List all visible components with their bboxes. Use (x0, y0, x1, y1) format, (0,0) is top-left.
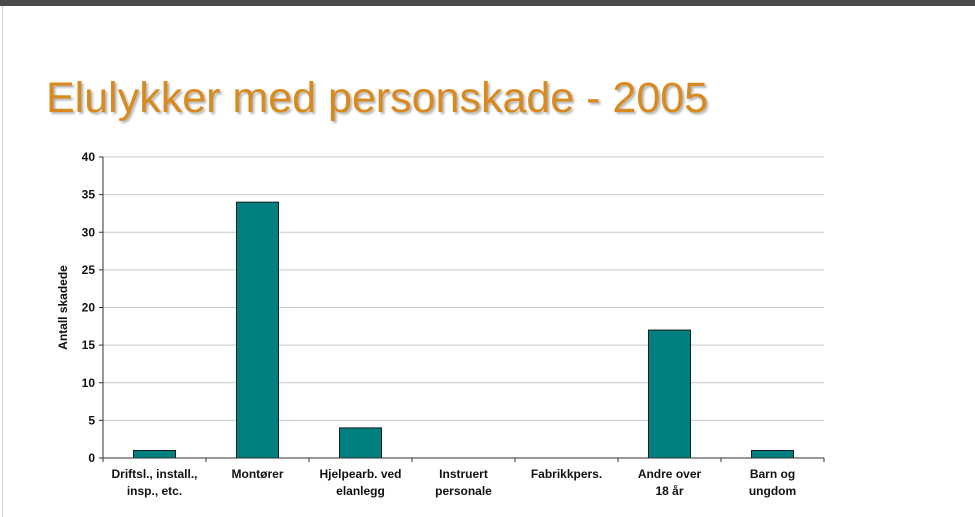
x-category-label-line: Driftsl., install., (111, 467, 198, 481)
x-category-label (749, 467, 796, 498)
axes (99, 157, 824, 462)
bar (237, 202, 279, 458)
y-axis-label: Antall skadede (56, 265, 70, 350)
bar (134, 450, 176, 458)
slide-title: Elulykker med personskade - 2005 (46, 74, 709, 122)
x-category-label (435, 467, 492, 498)
bar (752, 450, 794, 458)
x-category-label-line: 18 år (655, 484, 684, 498)
x-category-label-line: Fabrikkpers. (530, 467, 603, 481)
x-category-label-line: insp., etc. (126, 484, 183, 498)
y-tick-label: 20 (81, 300, 95, 315)
x-category-label (319, 467, 401, 498)
x-category-label-line: Instruert (439, 467, 488, 481)
x-category-label (638, 467, 702, 498)
y-tick-label: 0 (88, 451, 95, 465)
bar (340, 428, 382, 458)
bars (134, 202, 794, 458)
x-category-label (232, 467, 284, 481)
x-category-label-line: personale (435, 484, 492, 498)
y-tick-label: 10 (81, 375, 95, 390)
y-tick-label: 5 (88, 413, 95, 428)
y-tick-label: 35 (81, 187, 95, 202)
y-tick-label: 40 (81, 150, 95, 164)
x-category-label-line: Hjelpearb. ved (319, 467, 402, 481)
x-category-label-line: elanlegg (336, 484, 385, 498)
x-category-label-line: Montører (231, 467, 284, 481)
gridlines (103, 157, 824, 420)
y-tick-label: 30 (81, 225, 95, 240)
x-category-label (111, 467, 197, 498)
bar (649, 330, 691, 458)
x-category-label-line: ungdom (748, 484, 797, 498)
x-category-label-line: Barn og (749, 467, 796, 481)
y-tick-label: 25 (81, 262, 95, 277)
x-category-label (531, 467, 602, 481)
y-tick-label: 15 (81, 338, 95, 353)
x-category-label-line: Andre over (637, 467, 702, 481)
